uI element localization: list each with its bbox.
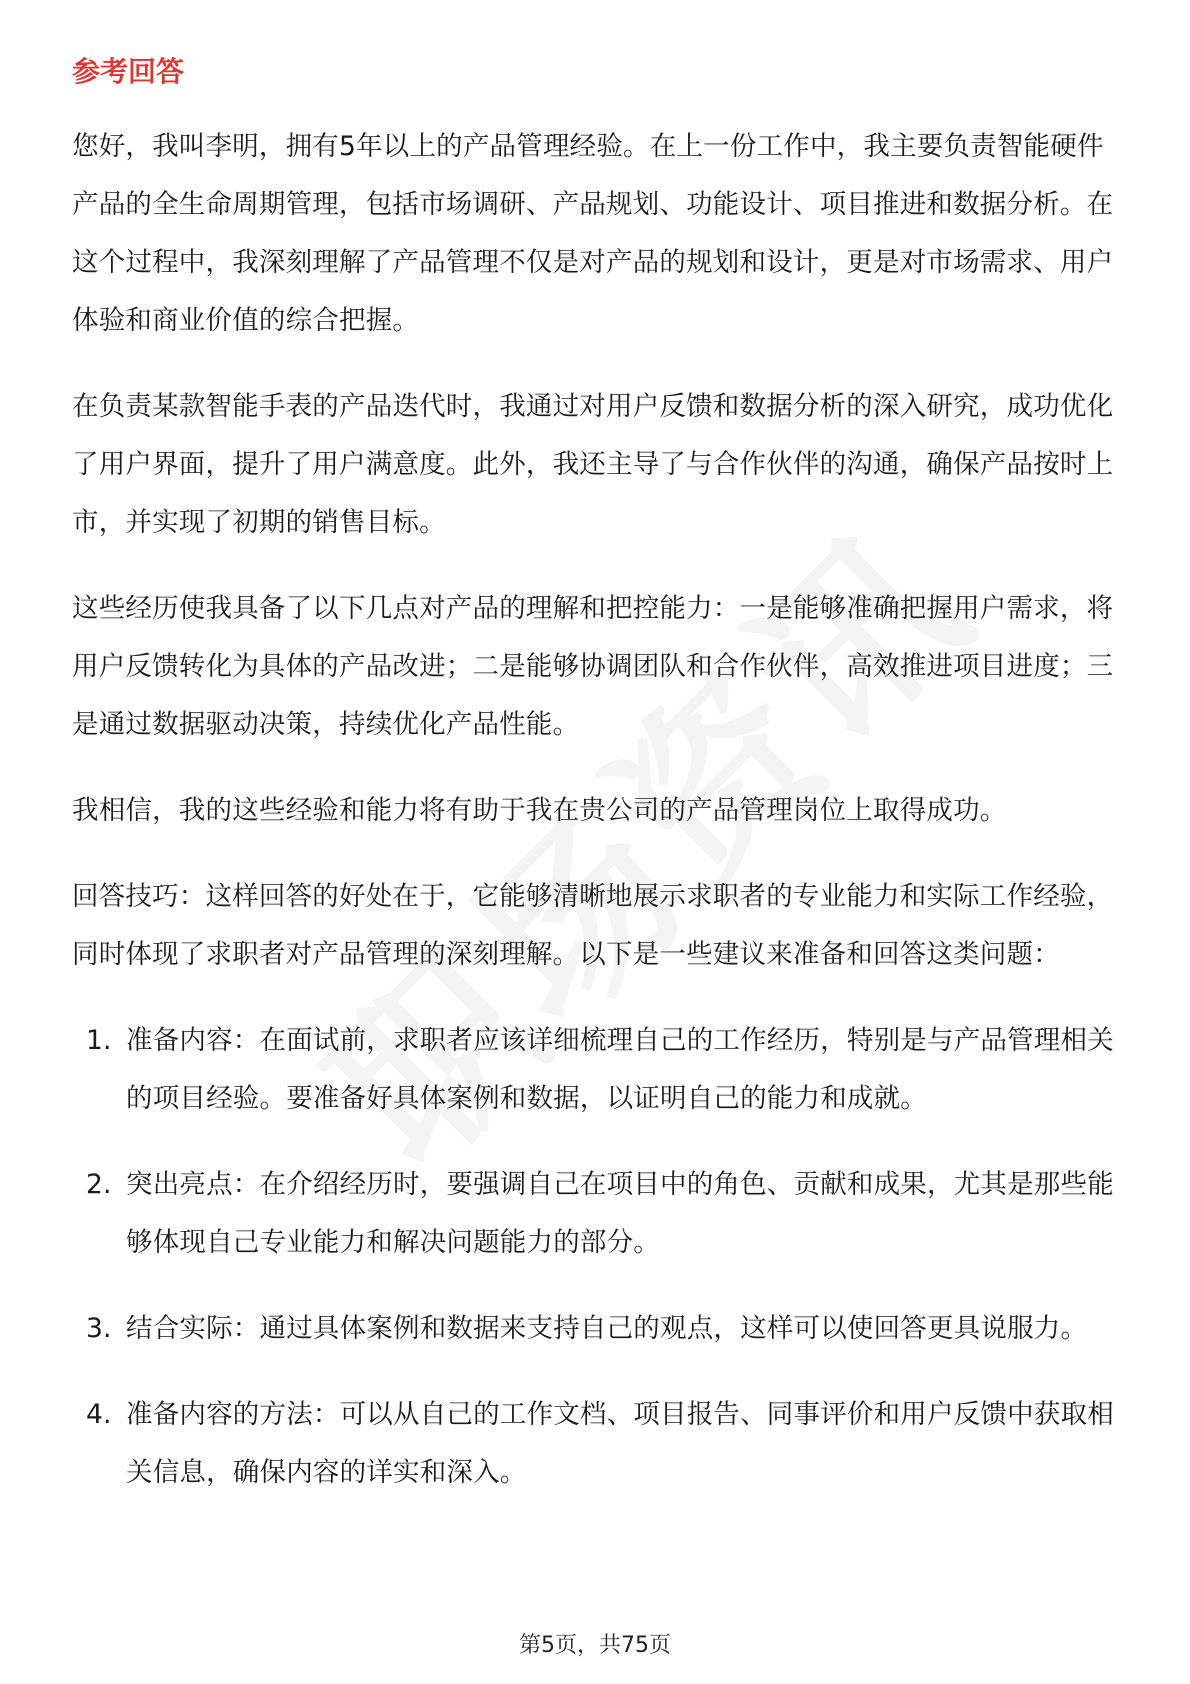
tips-list bbox=[72, 1012, 1122, 1502]
list-item bbox=[72, 1386, 1122, 1502]
paragraph-tips: 回答技巧：这样回答的好处在于，它能够清晰地展示求职者的专业能力和实际工作经验，同时体现了求职者对产品管理的深刻理解。以下是一些建议来准备和回答这类问题： bbox=[72, 881, 1114, 970]
paragraph-conclusion: 我相信，我的这些经验和能力将有助于我在贵公司的产品管理岗位上取得成功。 bbox=[72, 795, 1007, 826]
paragraph-abilities: 这些经历使我具备了以下几点对产品的理解和把控能力：一是能够准确把握用户需求，将用户反馈转化为具体的产品改进；二是能够协调团队和合作伙伴，高效推进项目进度；三是通过数据驱动决策，持续优化产品性能。 bbox=[72, 593, 1114, 740]
list-item-text: 准备内容的方法：可以从自己的工作文档、项目报告、同事评价和用户反馈中获取相关信息，确保内容的详实和深入。 bbox=[126, 1399, 1114, 1488]
answer-body bbox=[72, 118, 1122, 1530]
list-item-text: 突出亮点：在介绍经历时，要强调自己在项目中的角色、贡献和成果，尤其是那些能够体现自己专业能力和解决问题能力的部分。 bbox=[126, 1169, 1114, 1258]
section-heading: 参考回答 bbox=[72, 55, 185, 88]
list-item bbox=[72, 1300, 1122, 1358]
paragraph-example: 在负责某款智能手表的产品迭代时，我通过对用户反馈和数据分析的深入研究，成功优化了用户界面，提升了用户满意度。此外，我还主导了与合作伙伴的沟通，确保产品按时上市，并实现了初期的销售目标。 bbox=[72, 391, 1114, 538]
list-item bbox=[72, 1156, 1122, 1272]
list-item-text: 准备内容：在面试前，求职者应该详细梳理自己的工作经历，特别是与产品管理相关的项目经验。要准备好具体案例和数据，以证明自己的能力和成就。 bbox=[126, 1025, 1114, 1114]
list-item-number: 4. bbox=[86, 1399, 112, 1430]
paragraph-intro: 您好，我叫李明，拥有5年以上的产品管理经验。在上一份工作中，我主要负责智能硬件产品的全生命周期管理，包括市场调研、产品规划、功能设计、项目推进和数据分析。在这个过程中，我深刻理解了产品管理不仅是对产品的规划和设计，更是对市场需求、用户体验和商业价值的综合把握。 bbox=[72, 131, 1114, 336]
list-item-text: 结合实际：通过具体案例和数据来支持自己的观点，这样可以使回答更具说服力。 bbox=[126, 1313, 1088, 1344]
page-number: 第5页，共75页 bbox=[519, 1633, 671, 1658]
list-item bbox=[72, 1012, 1122, 1128]
list-item-number: 2. bbox=[86, 1169, 112, 1200]
list-item-number: 1. bbox=[86, 1025, 112, 1056]
list-item-number: 3. bbox=[86, 1313, 112, 1344]
